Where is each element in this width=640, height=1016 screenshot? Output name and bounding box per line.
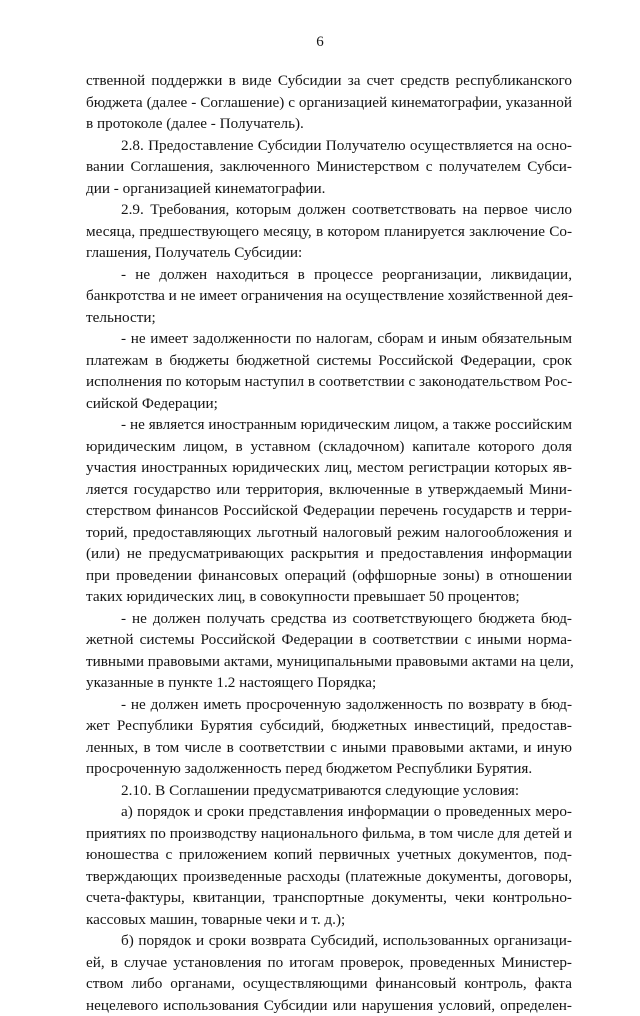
document-body <box>86 70 572 1016</box>
text-line: сийской Федерации; <box>86 393 572 415</box>
text-line: торий, предоставляющих льготный налоговый режим налогообложения и <box>86 522 572 544</box>
text-line: б) порядок и сроки возврата Субсидий, использованных организаци- <box>86 930 572 952</box>
text-line: кассовых машин, товарные чеки и т. д.); <box>86 909 572 931</box>
text-line: ей, в случае установления по итогам проверок, проведенных Министер- <box>86 952 572 974</box>
text-line: стерством финансов Российской Федерации перечень государств и терри- <box>86 500 572 522</box>
text-line: указанные в пункте 1.2 настоящего Порядка; <box>86 672 572 694</box>
text-line: ляется государство или территория, включенные в утверждаемый Мини- <box>86 479 572 501</box>
text-line: - не имеет задолженности по налогам, сборам и иным обязательным <box>86 328 572 350</box>
text-line: приятиях по производству национального фильма, в том числе для детей и <box>86 823 572 845</box>
page-number: 6 <box>0 33 640 51</box>
text-line: месяца, предшествующего месяцу, в котором планируется заключение Со- <box>86 221 572 243</box>
text-line: банкротства и не имеет ограничения на осуществление хозяйственной дея- <box>86 285 572 307</box>
text-line: бюджета (далее - Соглашение) с организацией кинематографии, указанной <box>86 92 572 114</box>
text-line: участия иностранных юридических лиц, местом регистрации которых яв- <box>86 457 572 479</box>
text-line: жет Республики Бурятия субсидий, бюджетных инвестиций, предостав- <box>86 715 572 737</box>
text-line: ственной поддержки в виде Субсидии за счет средств республиканского <box>86 70 572 92</box>
text-line: ленных, в том числе в соответствии с иными правовыми актами, и иную <box>86 737 572 759</box>
text-line: глашения, Получатель Субсидии: <box>86 242 572 264</box>
text-line: тивными правовыми актами, муниципальными правовыми актами на цели, <box>86 651 572 673</box>
text-line: просроченную задолженность перед бюджетом Республики Бурятия. <box>86 758 572 780</box>
text-line: вании Соглашения, заключенного Министерством с получателем Субси- <box>86 156 572 178</box>
text-line: дии - организацией кинематографии. <box>86 178 572 200</box>
text-line: - не должен находиться в процессе реорганизации, ликвидации, <box>86 264 572 286</box>
text-line: тверждающих произведенные расходы (платежные документы, договоры, <box>86 866 572 888</box>
text-line: (или) не предусматривающих раскрытия и предоставления информации <box>86 543 572 565</box>
text-line: 2.9. Требования, которым должен соответствовать на первое число <box>86 199 572 221</box>
text-line: при проведении финансовых операций (оффшорные зоны) в отношении <box>86 565 572 587</box>
text-line: платежам в бюджеты бюджетной системы Российской Федерации, срок <box>86 350 572 372</box>
text-line: - не должен иметь просроченную задолженность по возврату в бюд- <box>86 694 572 716</box>
text-line: жетной системы Российской Федерации в соответствии с иными норма- <box>86 629 572 651</box>
text-line: в протоколе (далее - Получатель). <box>86 113 572 135</box>
text-line: 2.8. Предоставление Субсидии Получателю осуществляется на осно- <box>86 135 572 157</box>
text-line: юридическим лицом, в уставном (складочном) капитале которого доля <box>86 436 572 458</box>
text-line: - не должен получать средства из соответствующего бюджета бюд- <box>86 608 572 630</box>
text-line: - не является иностранным юридическим лицом, а также российским <box>86 414 572 436</box>
text-line: 2.10. В Соглашении предусматриваются следующие условия: <box>86 780 572 802</box>
text-line: тельности; <box>86 307 572 329</box>
text-line: ством либо органами, осуществляющими финансовый контроль, факта <box>86 973 572 995</box>
text-line: а) порядок и сроки представления информации о проведенных меро- <box>86 801 572 823</box>
text-line: счета-фактуры, квитанции, транспортные документы, чеки контрольно- <box>86 887 572 909</box>
text-line: таких юридических лиц, в совокупности превышает 50 процентов; <box>86 586 572 608</box>
text-line: исполнения по которым наступил в соответствии с законодательством Рос- <box>86 371 572 393</box>
text-line: юношества с приложением копий первичных учетных документов, под- <box>86 844 572 866</box>
text-line: нецелевого использования Субсидии или нарушения условий, определен- <box>86 995 572 1016</box>
